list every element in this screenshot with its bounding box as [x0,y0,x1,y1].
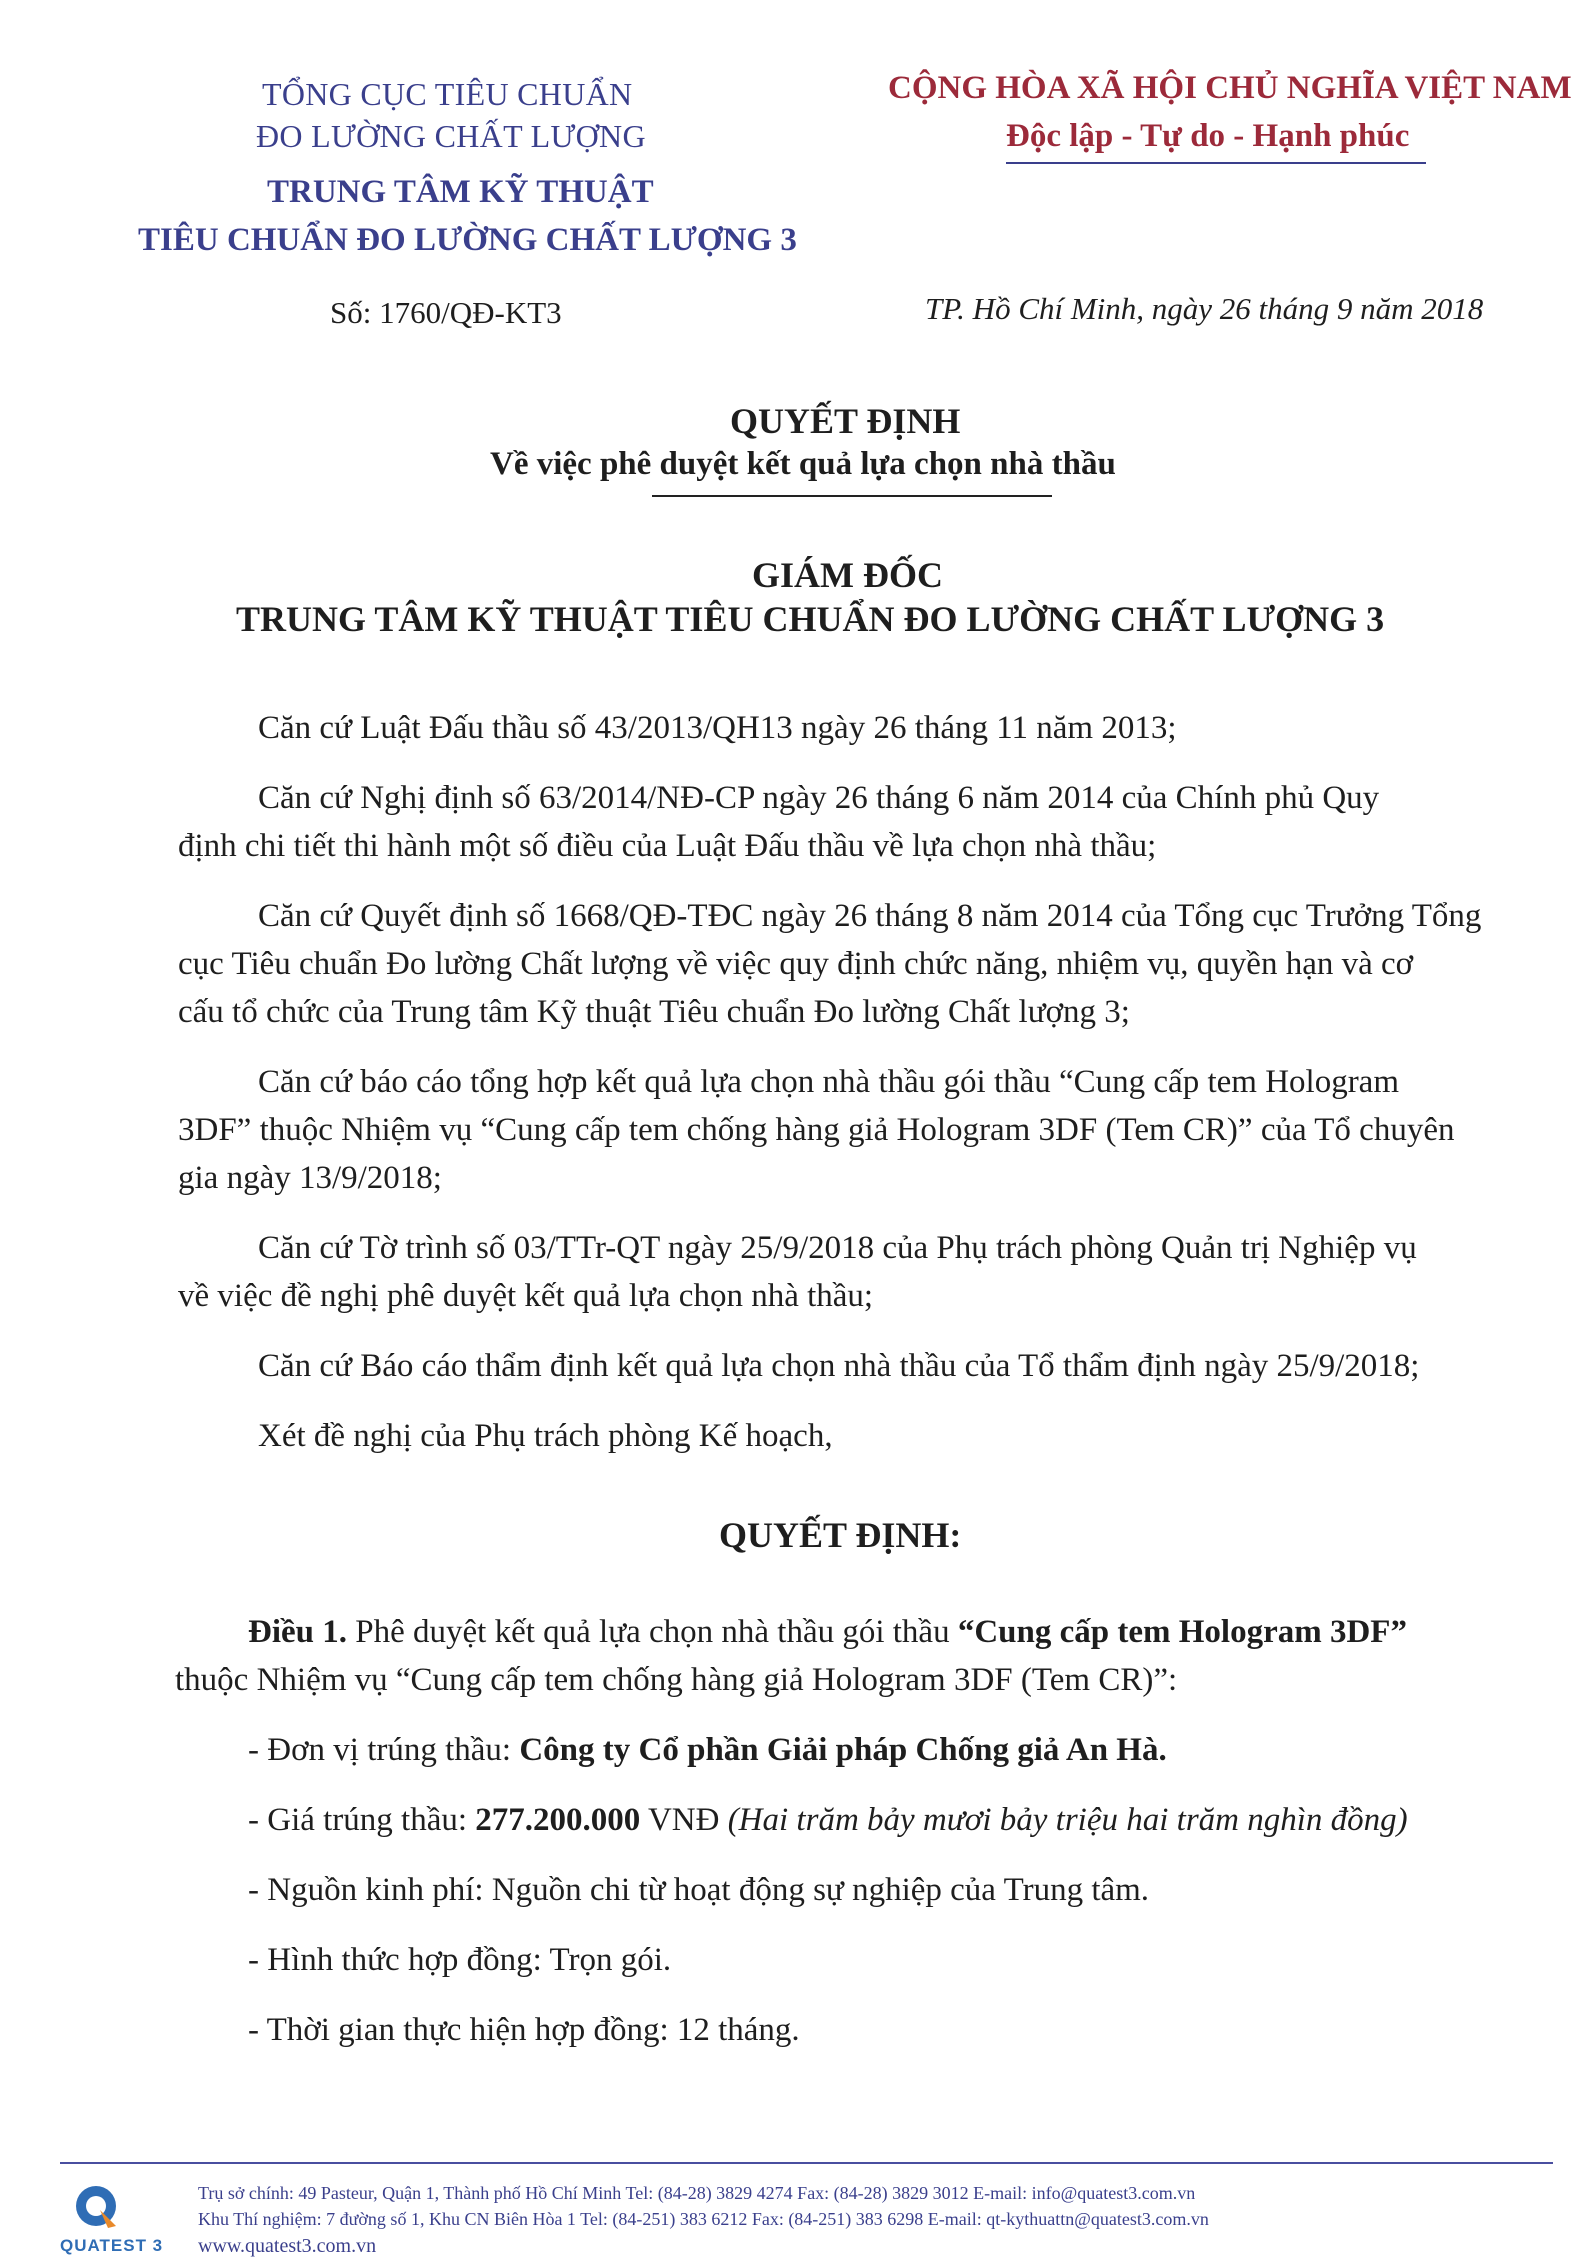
footer-website[interactable]: www.quatest3.com.vn [198,2235,377,2257]
document-number: Số: 1760/QĐ-KT3 [330,295,562,330]
preamble-report-line2: 3DF” thuộc Nhiệm vụ “Cung cấp tem chống hàng giả Hologram 3DF (Tem CR)” của Tổ chuyên [178,1112,1455,1148]
country-name: CỘNG HÒA XÃ HỘI CHỦ NGHĨA VIỆT NAM [888,70,1572,106]
preamble-decision-line2: cục Tiêu chuẩn Đo lường Chất lượng về việc quy định chức năng, nhiệm vụ, quyền hạn và cơ [178,946,1414,982]
article1-package: “Cung cấp tem Hologram 3DF” [957,1614,1407,1650]
article1-line1 [248,1608,1407,1656]
preamble-decision-line3: cấu tổ chức của Trung tâm Kỹ thuật Tiêu chuẩn Đo lường Chất lượng 3; [178,994,1130,1030]
agency-name-line1: TỔNG CỤC TIÊU CHUẨN [262,76,633,112]
preamble-report-line3: gia ngày 13/9/2018; [178,1160,442,1196]
winner-line [248,1726,1167,1774]
contract-type: - Hình thức hợp đồng: Trọn gói. [248,1942,672,1978]
footer-divider [60,2162,1553,2164]
agency-name-line2: ĐO LƯỜNG CHẤT LƯỢNG [256,118,646,154]
authority-organization: TRUNG TÂM KỸ THUẬT TIÊU CHUẨN ĐO LƯỜNG CHẤT LƯỢNG 3 [236,599,1385,639]
preamble-law: Căn cứ Luật Đấu thầu số 43/2013/QH13 ngày 26 tháng 11 năm 2013; [258,710,1177,746]
price-in-words: (Hai trăm bảy mươi bảy triệu hai trăm nghìn đồng) [727,1802,1408,1838]
funding-source: - Nguồn kinh phí: Nguồn chi từ hoạt động sự nghiệp của Trung tâm. [248,1872,1150,1908]
document-title: QUYẾT ĐỊNH [730,401,961,441]
subject-underline [652,495,1052,497]
preamble-consideration: Xét đề nghị của Phụ trách phòng Kế hoạch, [258,1418,833,1454]
preamble-decree-line1: Căn cứ Nghị định số 63/2014/NĐ-CP ngày 26 tháng 6 năm 2014 của Chính phủ Quy [258,780,1380,816]
winner-name: Công ty Cổ phần Giải pháp Chống giả An Hà. [519,1732,1167,1768]
price-line [248,1796,1408,1844]
preamble-decree-line2: định chi tiết thi hành một số điều của Luật Đấu thầu về lựa chọn nhà thầu; [178,828,1157,864]
price-value: 277.200.000 [475,1802,641,1838]
article1-label: Điều 1. [248,1614,347,1650]
center-name-line1: TRUNG TÂM KỸ THUẬT [267,174,654,210]
document-date: TP. Hồ Chí Minh, ngày 26 tháng 9 năm 2018 [925,291,1484,326]
document-subject: Về việc phê duyệt kết quả lựa chọn nhà thầu [490,446,1116,482]
preamble-proposal-line2: về việc đề nghị phê duyệt kết quả lựa chọn nhà thầu; [178,1278,874,1314]
national-motto: Độc lập - Tự do - Hạnh phúc [1006,118,1410,154]
logo-text: QUATEST 3 [60,2236,164,2255]
article1-text: Phê duyệt kết quả lựa chọn nhà thầu gói thầu [355,1614,950,1650]
center-name-line2: TIÊU CHUẨN ĐO LƯỜNG CHẤT LƯỢNG 3 [138,222,797,258]
authority-title: GIÁM ĐỐC [752,555,943,595]
preamble-decision-line1: Căn cứ Quyết định số 1668/QĐ-TĐC ngày 26 tháng 8 năm 2014 của Tổng cục Trưởng Tổng [258,898,1482,934]
quatest-logo [60,2180,164,2260]
preamble-report-line1: Căn cứ báo cáo tổng hợp kết quả lựa chọn nhà thầu gói thầu “Cung cấp tem Hologram [258,1064,1399,1100]
price-label: - Giá trúng thầu: [248,1802,468,1838]
motto-underline [1006,162,1426,164]
footer-laboratory: Khu Thí nghiệm: 7 đường số 1, Khu CN Biên Hòa 1 Tel: (84-251) 383 6212 Fax: (84-251) 383 6298 E-mail: qt-kythuattn@quatest3.com.vn [198,2209,1209,2229]
decision-heading: QUYẾT ĐỊNH: [719,1515,962,1555]
winner-label: - Đơn vị trúng thầu: [248,1732,512,1768]
preamble-proposal-line1: Căn cứ Tờ trình số 03/TTr-QT ngày 25/9/2018 của Phụ trách phòng Quản trị Nghiệp vụ [258,1230,1417,1266]
footer-headquarters: Trụ sở chính: 49 Pasteur, Quận 1, Thành phố Hồ Chí Minh Tel: (84-28) 3829 4274 Fax: (84-28) 3829 3012 E-mail: info@quatest3.com.vn [198,2183,1196,2203]
quatest-logo-icon [60,2180,132,2236]
price-currency: VNĐ [647,1802,720,1838]
contract-duration: - Thời gian thực hiện hợp đồng: 12 tháng. [248,2012,800,2048]
preamble-appraisal: Căn cứ Báo cáo thẩm định kết quả lựa chọn nhà thầu của Tổ thẩm định ngày 25/9/2018; [258,1348,1420,1384]
article1-line2: thuộc Nhiệm vụ “Cung cấp tem chống hàng giả Hologram 3DF (Tem CR)”: [175,1662,1178,1698]
